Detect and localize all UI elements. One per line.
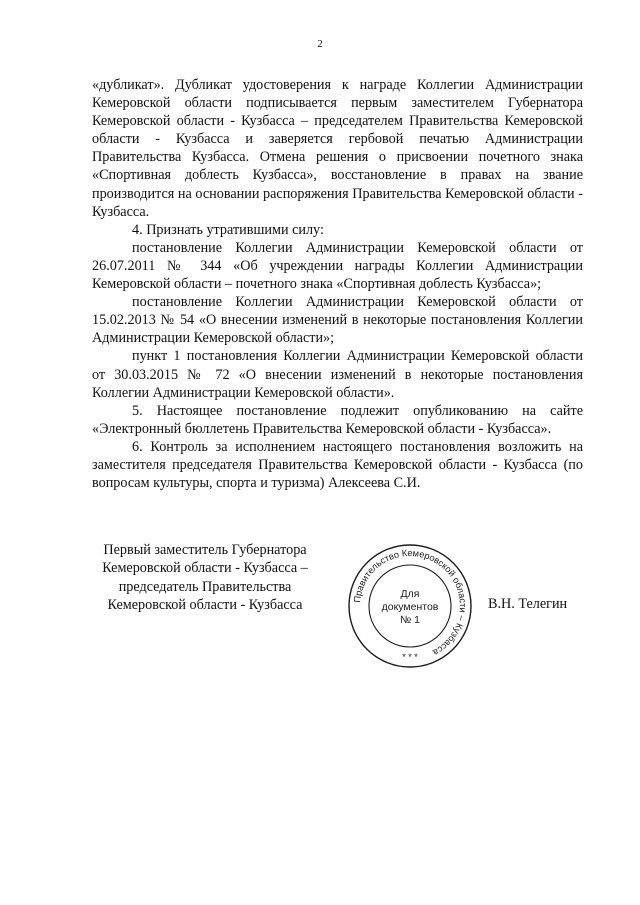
stamp-center-line: документов [381,601,439,613]
paragraph-repealed-2015: пункт 1 постановления Коллегии Администрации Кемеровской области от 30.03.2015 № 72 «О внесении изменений в некоторые постановления Коллегии Администрации Кемеровской области». [92,348,583,401]
paragraph-duplicate-certificate: «дубликат». Дубликат удостоверения к награде Коллегии Администрации Кемеровской области подписывается первым заместителем Губернатора Кемеровской области - Кузбасса – председателем Правительства Кемеровской области - Кузбасса и заверяется гербовой печатью Администрации Правительства Кузбасса. Отмена решения о присвоении почетного знака «Спортивная доблесть Кузбасса», восстановление в правах на звание производится на основании распоряжения Правительства Кемеровской области - Кузбасса. [92,77,583,220]
paragraph-item-6: 6. Контроль за исполнением настоящего постановления возложить на заместителя председателя Правительства Кемеровской области - Кузбасса (по вопросам культуры, спорта и туризма) Алексеева С.И. [92,438,583,492]
signatory-title-line: председатель Правительства [118,578,292,595]
paragraph-repealed-2013: постановление Коллегии Администрации Кемеровской области от 15.02.2013 № 54 «О внесении изменений в некоторые постановления Коллегии Администрации Кемеровской области»; [92,294,583,347]
signatory-title-line: Первый заместитель Губернатора [103,542,307,558]
paragraph-repealed-2011: постановление Коллегии Администрации Кемеровской области от 26.07.2011 № 344 «Об учреждении награды Коллегии Администрации Кемеровской области – почетного знака «Спортивная доблесть Кузбасса»; [92,239,583,293]
signatory-title-line: Кемеровской области - Кузбасса – [102,560,308,577]
stamp-center-line: Для [400,588,420,600]
signatory-title-line: Кемеровской области - Кузбасса [107,597,303,614]
signer-name: В.Н. Телегин [488,596,568,612]
stamp-stars: * * * [402,652,418,662]
paragraph-item-4: 4. Признать утратившими силу: [132,221,324,238]
page-number: 2 [317,38,323,50]
signatory-title [92,541,318,615]
stamp-ring-text: Правительство Кемеровской области – Кузбасса [352,547,469,658]
paragraph-item-5: 5. Настоящее постановление подлежит опубликованию на сайте «Электронный бюллетень Правительства Кемеровской области - Кузбасса». [92,402,583,437]
document-body [92,76,583,492]
stamp-center-line: № 1 [399,614,421,626]
official-stamp [347,543,473,669]
